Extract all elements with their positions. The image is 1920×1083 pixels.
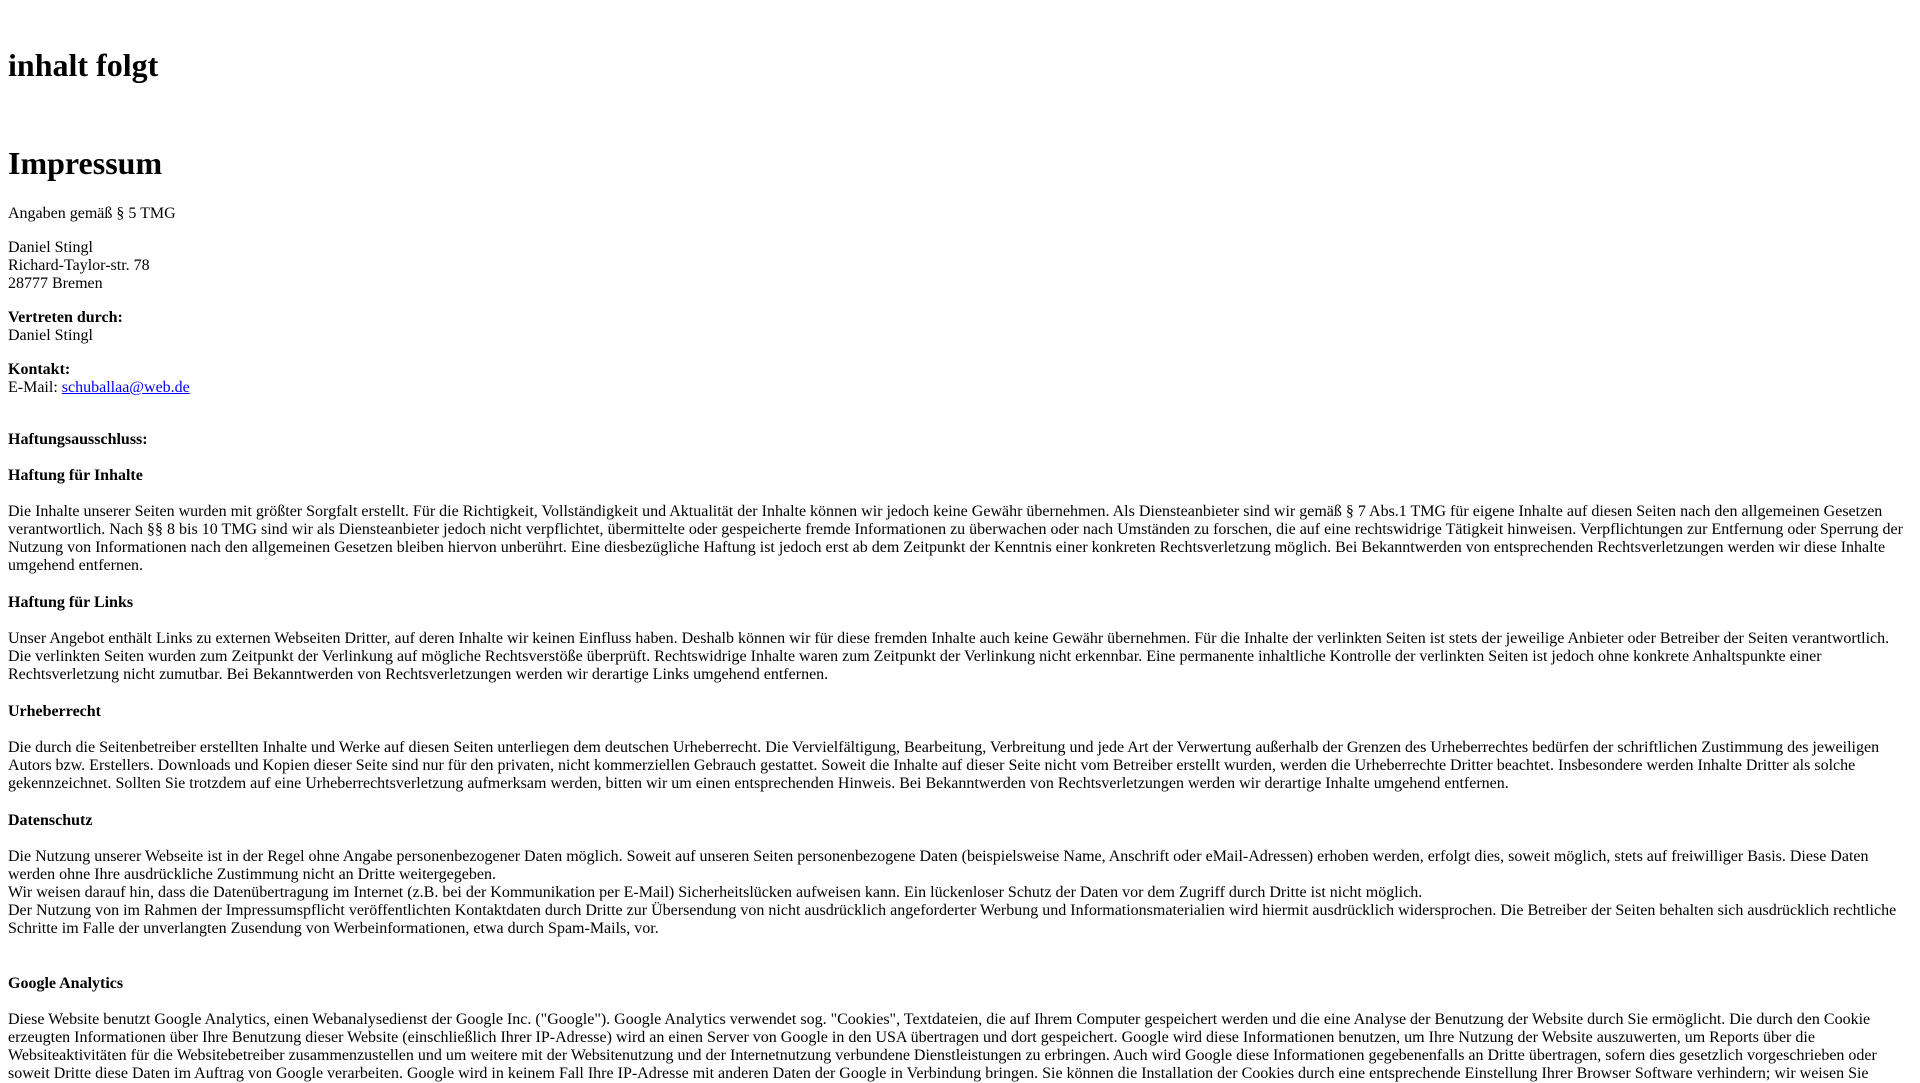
google-analytics-text: Diese Website benutzt Google Analytics, einen Webanalysedienst der Google Inc. ("Google"). Google Analytics verwendet sog. "Cookies", Textdateien, die auf Ihrem Computer gespeichert werden und die eine Analyse der Benutzung der Website durch Sie ermöglicht. Die durch den Cookie erzeugten Informationen über Ihre Benutzung dieser Website (einschließlich Ihrer IP-Adresse) wird an einen Server von Google in den USA übertragen und dort gespeichert. Google wird diese Informationen benutzen, um Ihre Nutzung der Website auszuwerten, um Reports über die Websiteaktivitäten für die Websitebetreiber zusammenzustellen und um weitere mit der Websitenutzung und der Internetnutzung verbundene Dienstleistungen zu erbringen. Auch wird Google diese Informationen gegebenenfalls an Dritte übertragen, sofern dies gesetzlich vorgeschrieben oder soweit Dritte diese Daten im Auftrag von Google verarbeiten. Google wird in keinem Fall Ihre IP-Adresse mit anderen Daten der Google in Verbindung bringen. Sie können die Installation der Cookies durch eine entsprechende Einstellung Ihrer Browser Software verhindern; wir weisen Sie — [8, 1011, 1877, 1082]
page-heading-top: inhalt folgt — [8, 47, 159, 83]
contact-block — [8, 361, 1912, 397]
urheberrecht-text: Die durch die Seitenbetreiber erstellten Inhalte und Werke auf diesen Seiten unterliegen dem deutschen Urheberrecht. Die Vervielfältigung, Bearbeitung, Verbreitung und jede Art der Verwertung außerhalb der Grenzen des Urheberrechtes bedürfen der schriftlichen Zustimmung des jeweiligen Autors bzw. Erstellers. Downloads und Kopien dieser Seite sind nur für den privaten, nicht kommerziellen Gebrauch gestattet. Soweit die Inhalte auf dieser Seite nicht vom Betreiber erstellt wurden, werden die Urheberrechte Dritter beachtet. Insbesondere werden Inhalte Dritter als solche gekennzeichnet. Sollten Sie trotzdem auf eine Urheberrechtsverletzung aufmerksam werden, bitten wir um einen entsprechenden Hinweis. Bei Bekanntwerden von Rechtsverletzungen werden wir derartige Inhalte umgehend entfernen. — [8, 739, 1880, 792]
datenschutz-paragraph-1: Die Nutzung unserer Webseite ist in der Regel ohne Angabe personenbezogener Daten möglich. Soweit auf unseren Seiten personenbezogene Daten (beispielsweise Name, Anschrift oder eMail-Adressen) erhoben werden, erfolgt dies, soweit möglich, stets auf freiwilliger Basis. Diese Daten werden ohne Ihre ausdrückliche Zustimmung nicht an Dritte weitergegeben. — [8, 848, 1869, 883]
datenschutz-paragraph-3: Der Nutzung von im Rahmen der Impressumspflicht veröffentlichten Kontaktdaten durch Dritte zur Übersendung von nicht ausdrücklich angeforderter Werbung und Informationsmaterialien wird hiermit ausdrücklich widersprochen. Die Betreiber der Seiten behalten sich ausdrücklich rechtliche Schritte im Falle der unverlangten Zusendung von Werbeinformationen, etwa durch Spam-Mails, vor. — [8, 902, 1897, 937]
haftung-links-text: Unser Angebot enthält Links zu externen Webseiten Dritter, auf deren Inhalte wir keinen Einfluss haben. Deshalb können wir für diese fremden Inhalte auch keine Gewähr übernehmen. Für die Inhalte der verlinkten Seiten ist stets der jeweilige Anbieter oder Betreiber der Seiten verantwortlich. Die verlinkten Seiten wurden zum Zeitpunkt der Verlinkung auf mögliche Rechtsverstöße überprüft. Rechtswidrige Inhalte waren zum Zeitpunkt der Verlinkung nicht erkennbar. Eine permanente inhaltliche Kontrolle der verlinkten Seiten ist jedoch ohne konkrete Anhaltspunkte einer Rechtsverletzung nicht zumutbar. Bei Bekanntwerden von Rechtsverletzungen werden wir derartige Links umgehend entfernen. — [8, 630, 1890, 683]
email-label: E-Mail: — [8, 379, 62, 396]
represented-label: Vertreten durch: — [8, 309, 123, 326]
datenschutz-title: Datenschutz — [8, 812, 93, 829]
haftung-links-title: Haftung für Links — [8, 594, 134, 611]
haftung-inhalte-text: Die Inhalte unserer Seiten wurden mit größter Sorgfalt erstellt. Für die Richtigkeit, Vollständigkeit und Aktualität der Inhalte können wir jedoch keine Gewähr übernehmen. Als Diensteanbieter sind wir gemäß § 7 Abs.1 TMG für eigene Inhalte auf diesen Seiten nach den allgemeinen Gesetzen verantwortlich. Nach §§ 8 bis 10 TMG sind wir als Diensteanbieter jedoch nicht verpflichtet, übermittelte oder gespeicherte fremde Informationen zu überwachen oder nach Umständen zu forschen, die auf eine rechtswidrige Tätigkeit hinweisen. Verpflichtungen zur Entfernung oder Sperrung der Nutzung von Informationen nach den allgemeinen Gesetzen bleiben hiervon unberührt. Eine diesbezügliche Haftung ist jedoch erst ab dem Zeitpunkt der Kenntnis einer konkreten Rechtsverletzung möglich. Bei Bekanntwerden von entsprechenden Rechtsverletzungen werden wir diese Inhalte umgehend entfernen. — [8, 503, 1903, 574]
disclaimer-heading: Haftungsausschluss: — [8, 431, 148, 448]
address-name: Daniel Stingl — [8, 239, 93, 256]
haftung-inhalte-title: Haftung für Inhalte — [8, 467, 143, 484]
address-street: Richard-Taylor-str. 78 — [8, 257, 150, 274]
represented-block — [8, 309, 1912, 345]
datenschutz-paragraph-2: Wir weisen darauf hin, dass die Datenübertragung im Internet (z.B. bei der Kommunikation per E-Mail) Sicherheitslücken aufweisen kann. Ein lückenloser Schutz der Daten vor dem Zugriff durch Dritte ist nicht möglich. — [8, 884, 1423, 901]
datenschutz-text — [8, 848, 1912, 938]
email-link[interactable]: schuballaa@web.de — [61, 379, 190, 396]
google-analytics-title: Google Analytics — [8, 975, 124, 992]
contact-label: Kontakt: — [8, 361, 71, 378]
urheberrecht-title: Urheberrecht — [8, 703, 101, 720]
address-city: 28777 Bremen — [8, 275, 103, 292]
address-block — [8, 239, 1912, 293]
tmg-note: Angaben gemäß § 5 TMG — [8, 205, 176, 222]
impressum-title: Impressum — [8, 145, 163, 181]
represented-name: Daniel Stingl — [8, 327, 93, 344]
